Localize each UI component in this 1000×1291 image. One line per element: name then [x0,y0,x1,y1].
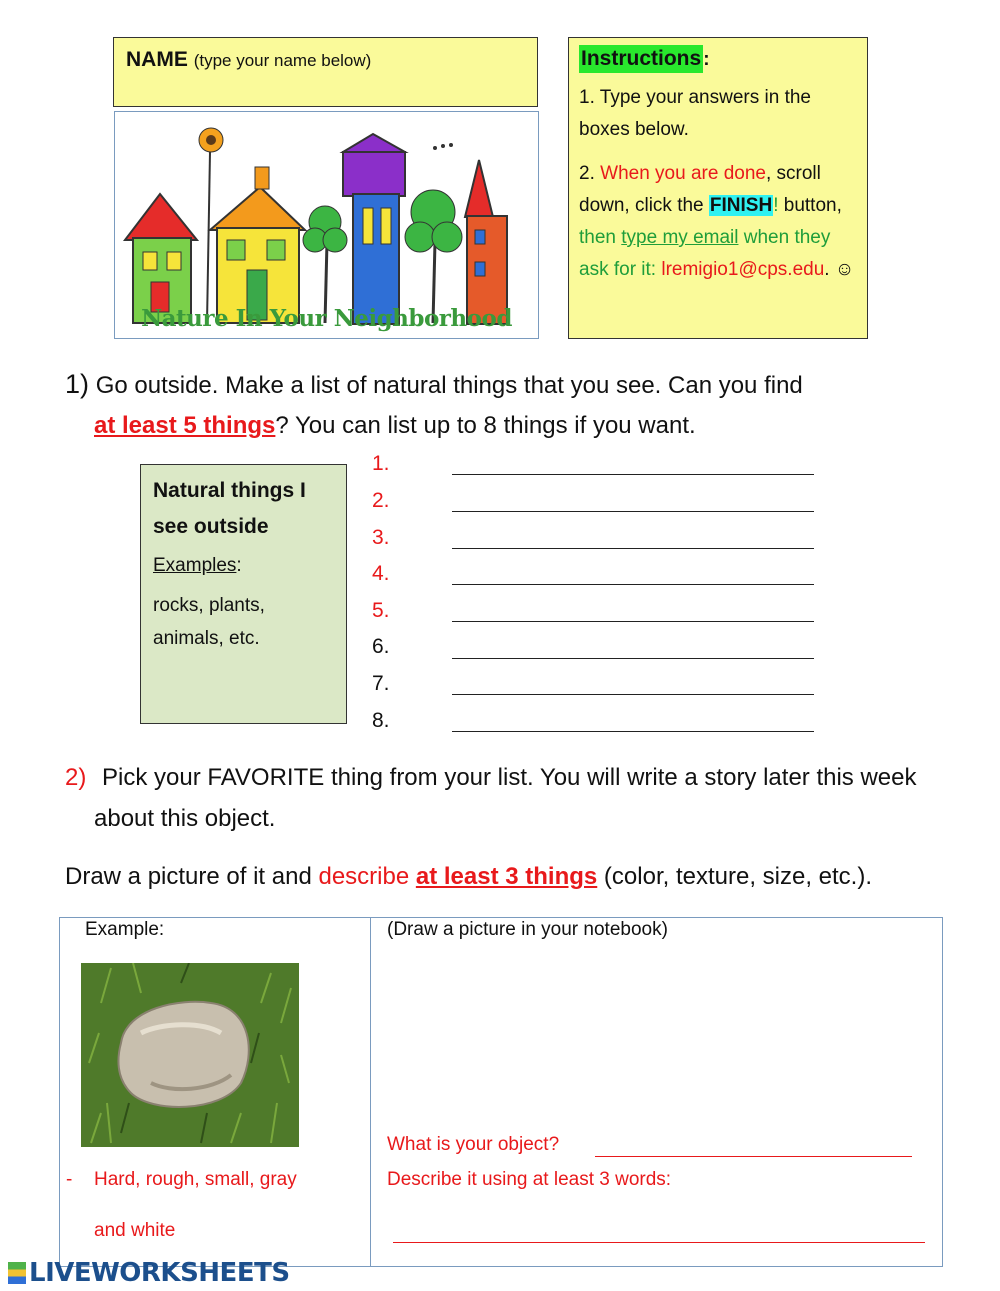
instructions-box [568,37,868,339]
finish-highlight: FINISH [709,195,773,216]
draw-hint: (Draw a picture in your notebook) [387,919,668,940]
describe-question: Describe it using at least 3 words: [387,1169,672,1190]
answer-line-1[interactable] [452,474,814,475]
liveworksheets-logo [8,1258,290,1288]
finish-bang: ! [773,195,779,216]
instructions-step-2 [579,158,857,286]
q1-text-b: ? You can list up to 8 things if you want. [275,412,696,439]
draw-emphasis: at least 3 things [415,863,598,890]
list-number-5: 5. [372,599,390,622]
list-number-2: 2. [372,489,390,512]
answer-line-3[interactable] [452,548,814,549]
answer-line-5[interactable] [452,621,814,622]
list-number-8: 8. [372,709,390,732]
instructions-title-row [579,44,857,76]
smiley: . ☺ [824,259,855,280]
name-hint: (type your name below) [193,51,372,70]
draw-describe: describe [318,863,410,890]
question-1 [65,364,945,406]
header-image-caption: Nature In Your Neighborhood [141,305,512,332]
draw-b: (color, texture, size, etc.). [603,863,873,890]
step2-when-done: When you are done [600,163,766,184]
table-divider [370,917,371,1267]
logo-mark-icon [8,1262,26,1284]
list-number-1: 1. [372,452,390,475]
example-label: Example: [85,919,165,940]
list-number-7: 7. [372,672,390,695]
rock-photo [81,963,299,1147]
examples-text: rocks, plants, animals, etc. [153,595,265,649]
q1-text-a: Go outside. Make a list of natural things that you see. Can you find [95,372,803,399]
examples-colon: : [236,555,242,576]
answer-line-2[interactable] [452,511,814,512]
example-bullet: - [66,1169,73,1190]
question-1-line-2 [94,405,954,446]
name-label-row [126,48,371,72]
name-label: NAME [126,48,188,71]
instructions-step-1: 1. Type your answers in the boxes below. [579,87,811,140]
object-question: What is your object? [387,1134,560,1155]
natural-things-box [140,464,347,724]
logo-text: LIVEWORKSHEETS [29,1258,290,1288]
object-answer-line[interactable] [595,1156,912,1157]
step2-then: then [579,227,616,248]
teacher-email: lremigio1@cps.edu [661,259,825,280]
answer-line-8[interactable] [452,731,814,732]
q2-number: 2) [65,764,87,791]
step2-scroll: , scroll down, click the [579,163,821,216]
email-link[interactable]: type my email [621,227,739,248]
answer-line-7[interactable] [452,694,814,695]
examples-label-row [153,555,334,577]
examples-label: Examples [153,555,237,576]
list-number-6: 6. [372,635,390,658]
name-box[interactable] [113,37,538,107]
question-2-text: Pick your FAVORITE thing from your list. You will write a story later this week about this object. [94,764,917,832]
answer-line-6[interactable] [452,658,814,659]
list-number-4: 4. [372,562,390,585]
list-number-3: 3. [372,526,390,549]
header-image [114,111,539,339]
rock-on-grass-image [81,963,299,1147]
step2-ask: when they ask for it: [579,227,831,280]
instructions-colon: : [703,49,710,70]
natural-things-title: Natural things I see outside [153,479,306,538]
q1-number: 1) [65,369,90,399]
answer-line-4[interactable] [452,584,814,585]
draw-a: Draw a picture of it and [65,863,312,890]
step2-number: 2. [579,163,595,184]
describe-answer-line[interactable] [393,1242,925,1243]
instructions-title: Instructions [579,45,703,73]
example-description-2: and white [94,1220,176,1241]
example-description-1: Hard, rough, small, gray [94,1169,297,1190]
draw-instruction [65,856,985,897]
step2-button: button, [783,195,842,216]
q1-emphasis: at least 5 things [94,412,276,439]
